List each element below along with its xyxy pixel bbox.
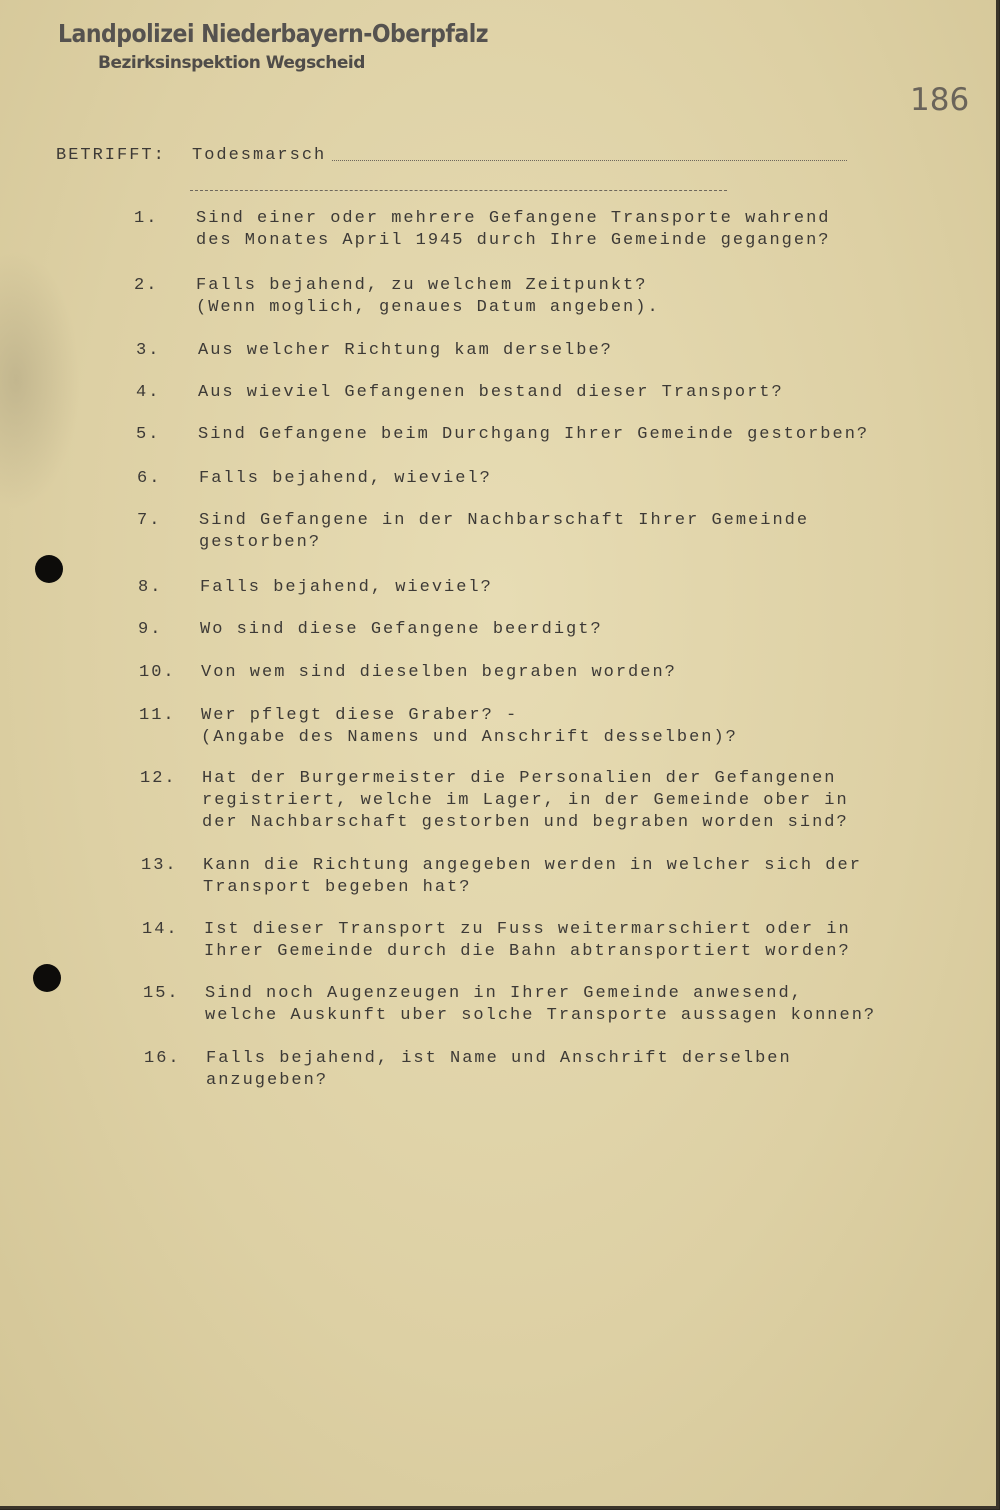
question-number: 1. [134,209,159,228]
paper-stain [0,250,80,510]
separator-rule [190,190,727,191]
agency-line-2: Bezirksinspektion Wegscheid [98,53,365,73]
question-text: Kann die Richtung angegeben werden in welcher sich der Transport begeben hat? [203,856,862,897]
question-text: Wer pflegt diese Graber? - (Angabe des Namens und Anschrift desselben)? [201,706,738,747]
question-number: 10. [139,663,176,682]
subject-line [56,146,326,165]
punch-hole-upper [35,555,63,583]
question-text: Sind noch Augenzeugen in Ihrer Gemeinde anwesend, welche Auskunft uber solche Transporte aussagen konnen? [205,984,877,1025]
question-text: Aus wieviel Gefangenen bestand dieser Transport? [198,383,784,402]
question-text: Falls bejahend, wieviel? [200,578,493,597]
question-number: 14. [142,920,179,939]
question-text: Falls bejahend, ist Name und Anschrift derselben anzugeben? [206,1049,792,1090]
question-number: 4. [136,383,161,402]
question-number: 2. [134,276,159,295]
agency-stamp [58,20,488,73]
question-text: Sind einer oder mehrere Gefangene Transporte wahrend des Monates April 1945 durch Ihre Gemeinde gegangen? [196,209,831,250]
question-text: Hat der Burgermeister die Personalien der Gefangenen registriert, welche im Lager, in der Gemeinde ober in der Nachbarschaft gestorben und begraben worden sind? [202,769,849,832]
question-text: Ist dieser Transport zu Fuss weitermarschiert oder in Ihrer Gemeinde durch die Bahn abtransportiert worden? [204,920,851,961]
question-number: 3. [136,341,161,360]
question-number: 9. [138,620,163,639]
question-number: 8. [138,578,163,597]
question-text: Falls bejahend, wieviel? [199,469,492,488]
question-text: Aus welcher Richtung kam derselbe? [198,341,613,360]
folio-number: 186 [910,82,970,118]
punch-hole-lower [33,964,61,992]
question-text: Sind Gefangene in der Nachbarschaft Ihrer Gemeinde gestorben? [199,511,810,552]
subject-label: BETRIFFT: [56,146,166,165]
question-number: 13. [141,856,178,875]
subject-dotted-line [332,160,847,161]
question-number: 6. [137,469,162,488]
subject-value: Todesmarsch [192,146,327,165]
question-number: 5. [136,425,161,444]
question-number: 7. [137,511,162,530]
question-text: Sind Gefangene beim Durchgang Ihrer Gemeinde gestorben? [198,425,870,444]
question-number: 11. [139,706,176,725]
question-number: 12. [140,769,177,788]
question-text: Von wem sind dieselben begraben worden? [201,663,677,682]
question-text: Falls bejahend, zu welchem Zeitpunkt? (Wenn moglich, genaues Datum angeben). [196,276,660,317]
agency-line-1: Landpolizei Niederbayern-Oberpfalz [58,20,489,49]
question-number: 15. [143,984,180,1003]
question-number: 16. [144,1049,181,1068]
question-text: Wo sind diese Gefangene beerdigt? [200,620,603,639]
